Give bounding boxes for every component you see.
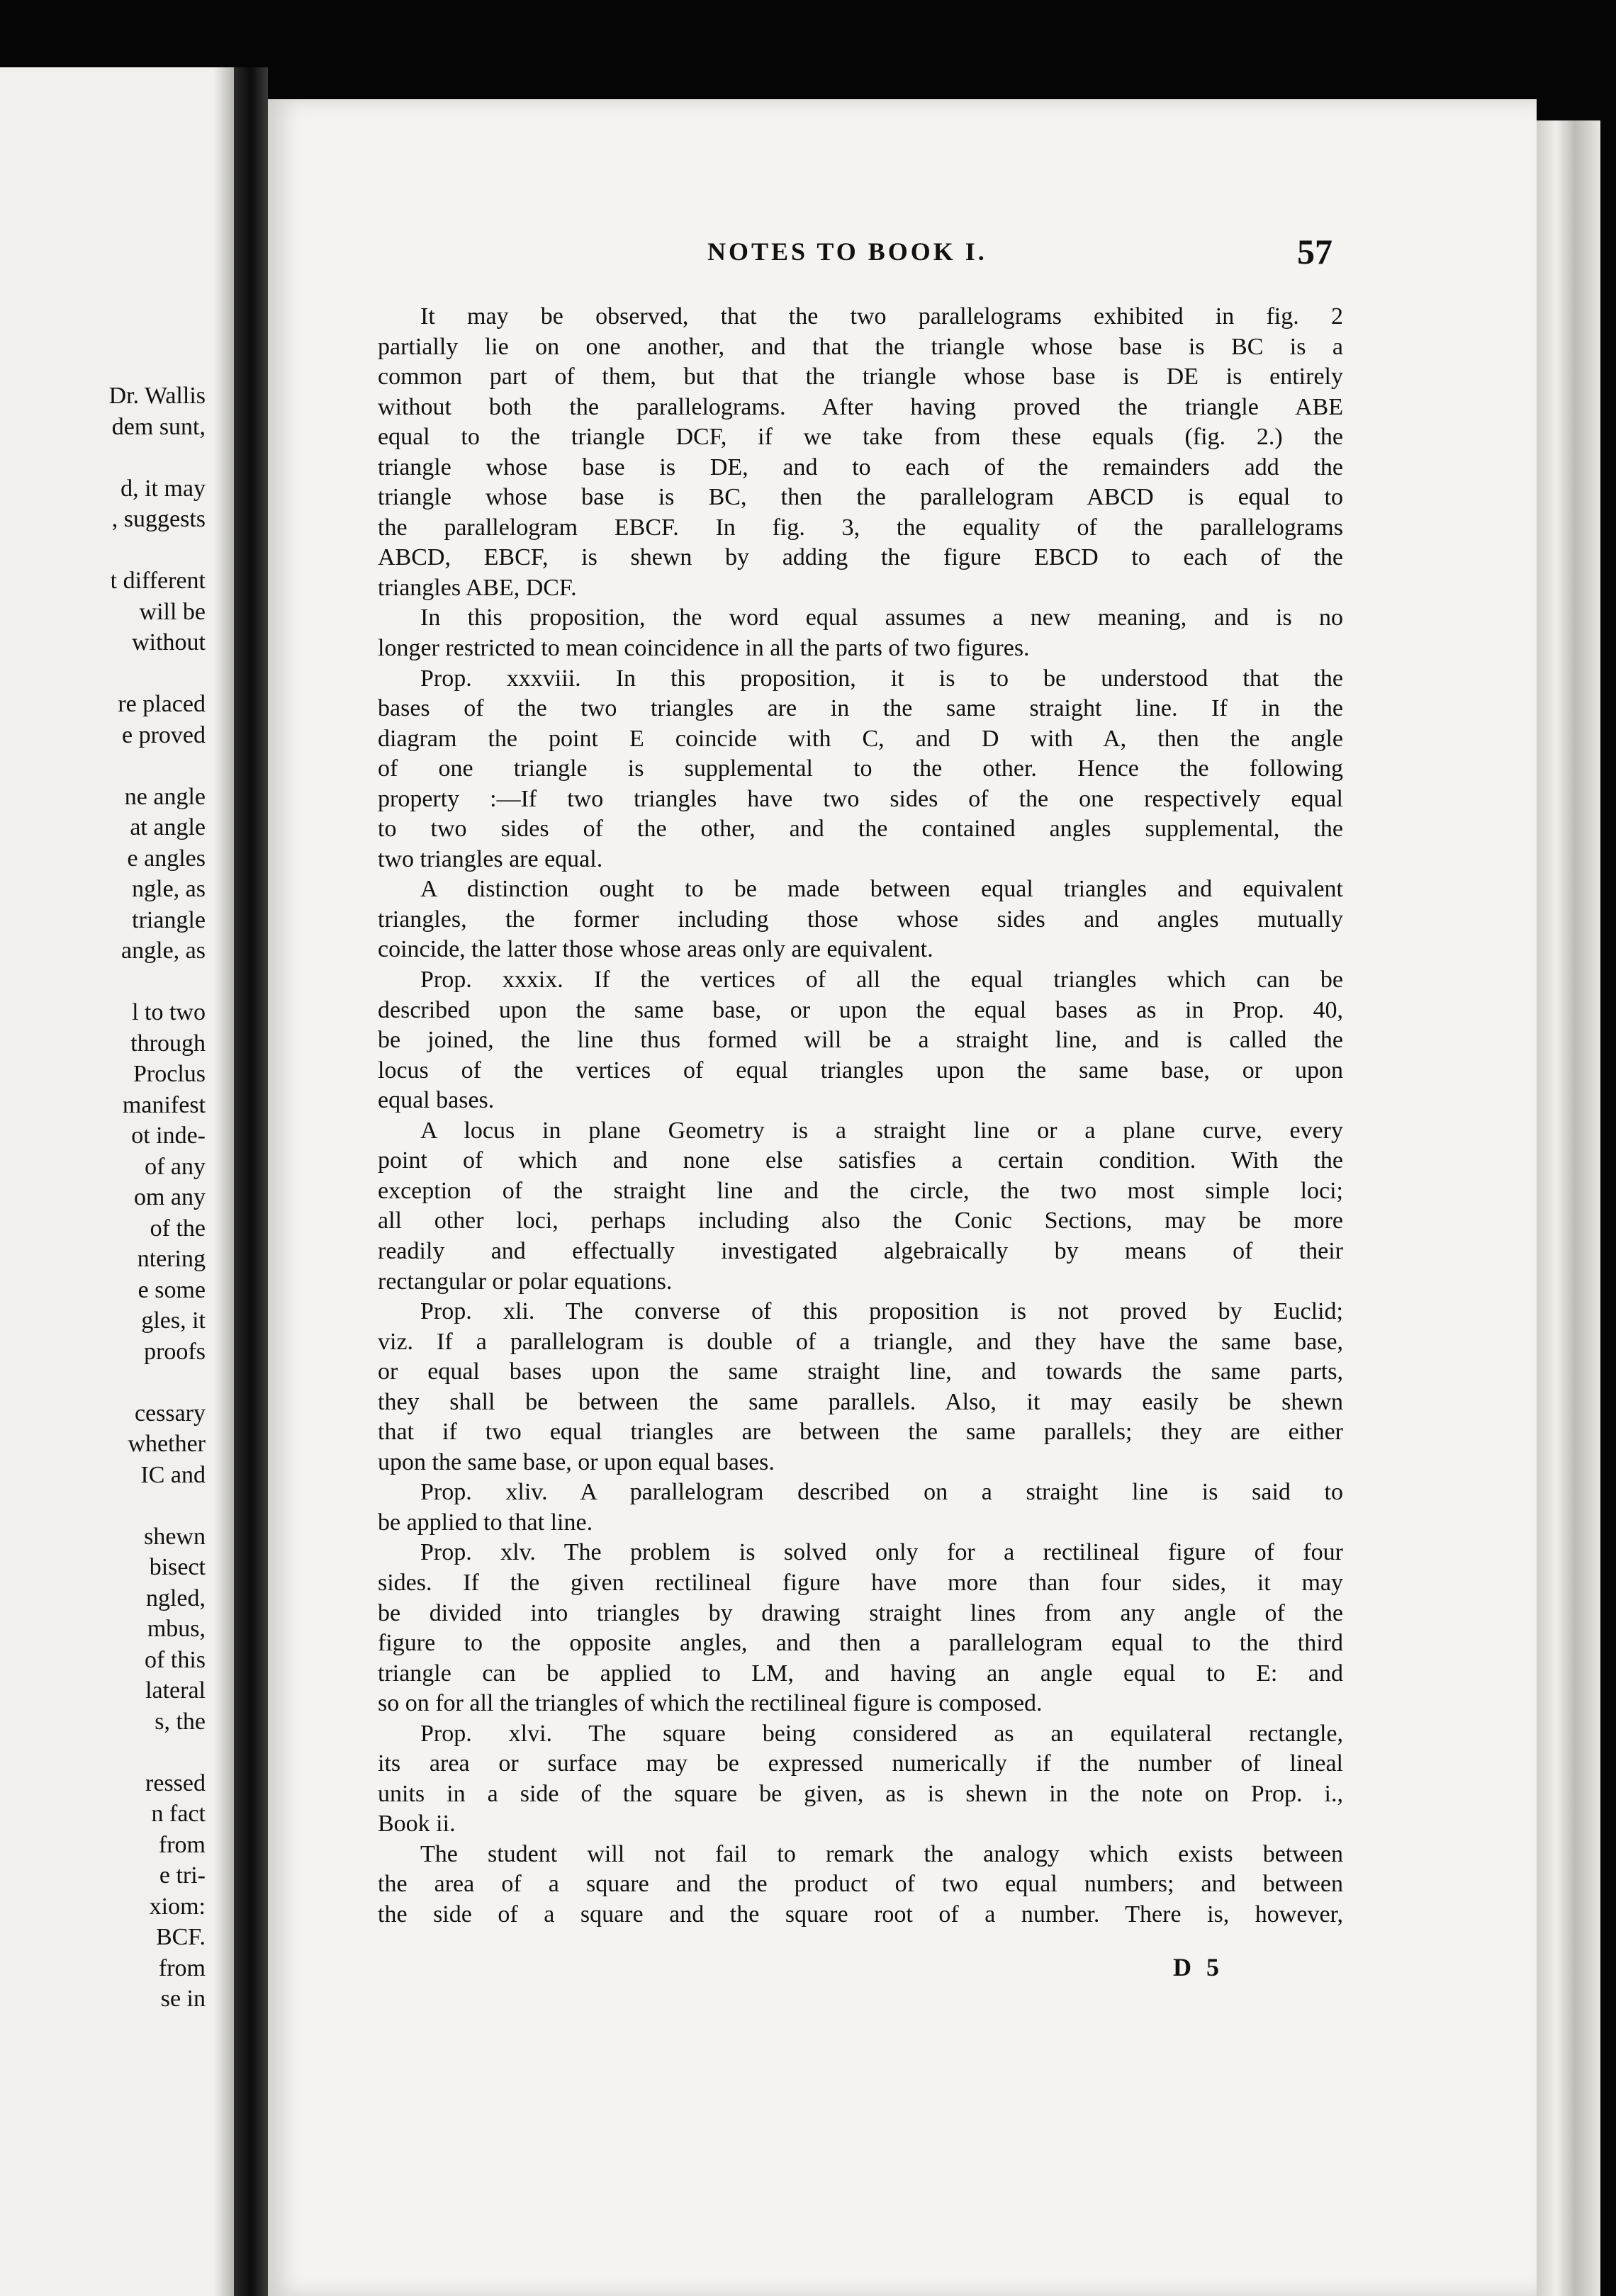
text-line: the side of a square and the square root of a number. There is, however, [378,1901,1343,1928]
text-line: to two sides of the other, and the contained angles supplemental, the [378,816,1343,843]
text-line: common part of them, but that the triangle whose base is DE is entirely [378,364,1343,390]
text-line: equal bases. [378,1087,495,1114]
left-page-line: e proved [121,721,206,748]
text-line: Prop. xlv. The problem is solved only for a rectilineal figure of four [420,1539,1343,1566]
text-line: It may be observed, that the two parallelograms exhibited in fig. 2 [420,303,1343,330]
left-page-line: triangle [132,906,206,933]
left-page-line: dem sunt, [111,413,206,440]
running-head [268,231,1537,274]
text-line: Book ii. [378,1811,456,1838]
text-line: triangle whose base is BC, then the parallelogram ABCD is equal to [378,484,1343,511]
left-page-line: l to two [132,999,206,1025]
left-page-line: IC and [140,1461,206,1488]
text-line: A distinction ought to be made between equal triangles and equivalent [420,876,1343,903]
left-page-line: of this [145,1646,206,1673]
text-line: that if two equal triangles are between the same parallels; they are either [378,1419,1343,1446]
left-page-line [0,967,206,998]
left-page-line: manifest [122,1091,206,1118]
text-line: be applied to that line. [378,1509,593,1536]
text-line: or equal bases upon the same straight line, and towards the same parts, [378,1358,1343,1385]
text-line: partially lie on one another, and that the triangle whose base is BC is a [378,333,1343,360]
left-page-shadow [214,67,234,2296]
text-line: so on for all the triangles of which the rectilineal figure is composed. [378,1690,1043,1717]
text-line: two triangles are equal. [378,845,603,872]
left-page-line [0,535,206,566]
left-page-line: Dr. Wallis [108,383,206,409]
text-line: Prop. xli. The converse of this proposition is not proved by Euclid; [420,1298,1343,1325]
left-page-line: xiom: [149,1893,206,1920]
left-page-line: t different [110,568,206,594]
text-line: they shall be between the same parallels. Also, it may easily be shewn [378,1388,1343,1415]
left-page-line: e tri- [159,1862,206,1889]
text-line: exception of the straight line and the circle, the two most simple loci; [378,1177,1343,1204]
text-line: The student will not fail to remark the analogy which exists between [420,1840,1343,1867]
left-page-line: mbus, [147,1616,206,1642]
left-page-text [0,381,206,2015]
left-page-line: of any [145,1153,206,1180]
left-page-line: n fact [151,1801,206,1827]
text-line: longer restricted to mean coincidence in all the parts of two figures. [378,635,1030,662]
text-line: sides. If the given rectilineal figure have more than four sides, it may [378,1569,1343,1596]
left-page-line: e angles [127,845,206,872]
left-page-line [0,1367,206,1398]
text-line: all other loci, perhaps including also the Conic Sections, may be more [378,1208,1343,1234]
page-number: 57 [1297,232,1332,271]
left-page-line: from [158,1954,206,1981]
left-page-line: without [132,629,206,655]
left-page-line: ressed [145,1769,206,1796]
left-page-line: ngled, [145,1585,206,1611]
left-page-line: through [130,1030,206,1057]
text-line: triangle whose base is DE, and to each of the remainders add the [378,454,1343,480]
left-page-line: e some [138,1276,206,1303]
text-line: diagram the point E coincide with C, and D with A, then the angle [378,725,1343,752]
text-line: Prop. xxxix. If the vertices of all the equal triangles which can be [420,967,1343,994]
text-line: Prop. xlvi. The square being considered as an equilateral rectangle, [420,1720,1343,1747]
left-page-line: ntering [137,1246,206,1272]
left-page-line: Proclus [133,1061,206,1087]
text-line: be joined, the line thus formed will be a straight line, and is called the [378,1027,1343,1054]
left-facing-page [0,67,234,2296]
text-line: triangle can be applied to LM, and having an angle equal to E: and [378,1660,1343,1687]
left-page-line [0,442,206,473]
text-line: figure to the opposite angles, and then a parallelogram equal to the third [378,1630,1343,1657]
left-page-line: BCF. [155,1924,206,1950]
text-line: ABCD, EBCF, is shewn by adding the figure EBCD to each of the [378,544,1343,571]
left-page-line: at angle [130,814,206,840]
signature-mark: D 5 [1173,1953,1223,1981]
text-line: locus of the vertices of equal triangles upon the same base, or upon [378,1057,1343,1084]
text-line: Prop. xxxviii. In this proposition, it is to be understood that the [420,665,1343,692]
book-gutter [234,67,268,2296]
left-page-line: gles, it [141,1307,206,1334]
left-page-line: , suggests [111,506,206,532]
text-line: described upon the same base, or upon the equal bases as in Prop. 40, [378,996,1343,1023]
left-page-line: ngle, as [132,876,206,902]
left-page-line: whether [128,1431,206,1457]
text-line: the parallelogram EBCF. In fig. 3, the equality of the parallelograms [378,514,1343,541]
left-page-line: proofs [144,1338,206,1365]
text-line: be divided into triangles by drawing straight lines from any angle of the [378,1599,1343,1626]
left-page-line: lateral [145,1677,206,1704]
text-line: viz. If a parallelogram is double of a triangle, and they have the same base, [378,1328,1343,1355]
left-page-line: ne angle [124,783,206,810]
text-line: units in a side of the square be given, as is shewn in the note on Prop. i., [378,1780,1343,1807]
left-page-line: re placed [118,691,206,717]
text-line: the area of a square and the product of two equal numbers; and between [378,1871,1343,1898]
left-page-line [0,1490,206,1521]
left-page-line [0,1737,206,1768]
page-edges [1537,120,1600,2296]
text-line: of one triangle is supplemental to the other. Hence the following [378,755,1343,782]
left-page-line: se in [160,1986,206,2012]
left-page-line: d, it may [120,475,206,502]
text-line: Prop. xliv. A parallelogram described on a straight line is said to [420,1479,1343,1506]
text-line: rectangular or polar equations. [378,1268,673,1295]
left-page-line [0,658,206,690]
text-line: In this proposition, the word equal assumes a new meaning, and is no [420,604,1343,631]
text-line: coincide, the latter those whose areas only are equivalent. [378,936,933,963]
left-page-line: of the [150,1215,206,1242]
text-line: bases of the two triangles are in the same straight line. If in the [378,695,1343,722]
left-page-line: will be [139,598,206,625]
text-line: property :—If two triangles have two sides of the one respectively equal [378,785,1343,812]
left-page-line: s, the [155,1708,206,1735]
text-line: without both the parallelograms. After having proved the triangle ABE [378,393,1343,420]
left-page-line: from [158,1831,206,1858]
left-page-line: om any [133,1184,206,1210]
left-page-line: cessary [134,1400,206,1426]
left-page-line: angle, as [121,938,206,964]
body-text [378,302,1343,1930]
text-line: upon the same base, or upon equal bases. [378,1448,775,1475]
text-line: readily and effectually investigated algebraically by means of their [378,1237,1343,1264]
text-line: its area or surface may be expressed numerically if the number of lineal [378,1750,1343,1777]
text-line: triangles, the former including those whose sides and angles mutually [378,906,1343,933]
running-title: NOTES TO BOOK I. [707,237,987,266]
text-line: point of which and none else satisfies a certain condition. With the [378,1147,1343,1174]
left-page-line: ot inde- [131,1122,206,1149]
left-page-line: shewn [144,1523,206,1550]
text-line: equal to the triangle DCF, if we take from these equals (fig. 2.) the [378,424,1343,451]
text-line: triangles ABE, DCF. [378,574,577,601]
text-line: A locus in plane Geometry is a straight line or a plane curve, every [420,1117,1343,1144]
left-page-line [0,750,206,782]
left-page-line: bisect [149,1554,206,1580]
